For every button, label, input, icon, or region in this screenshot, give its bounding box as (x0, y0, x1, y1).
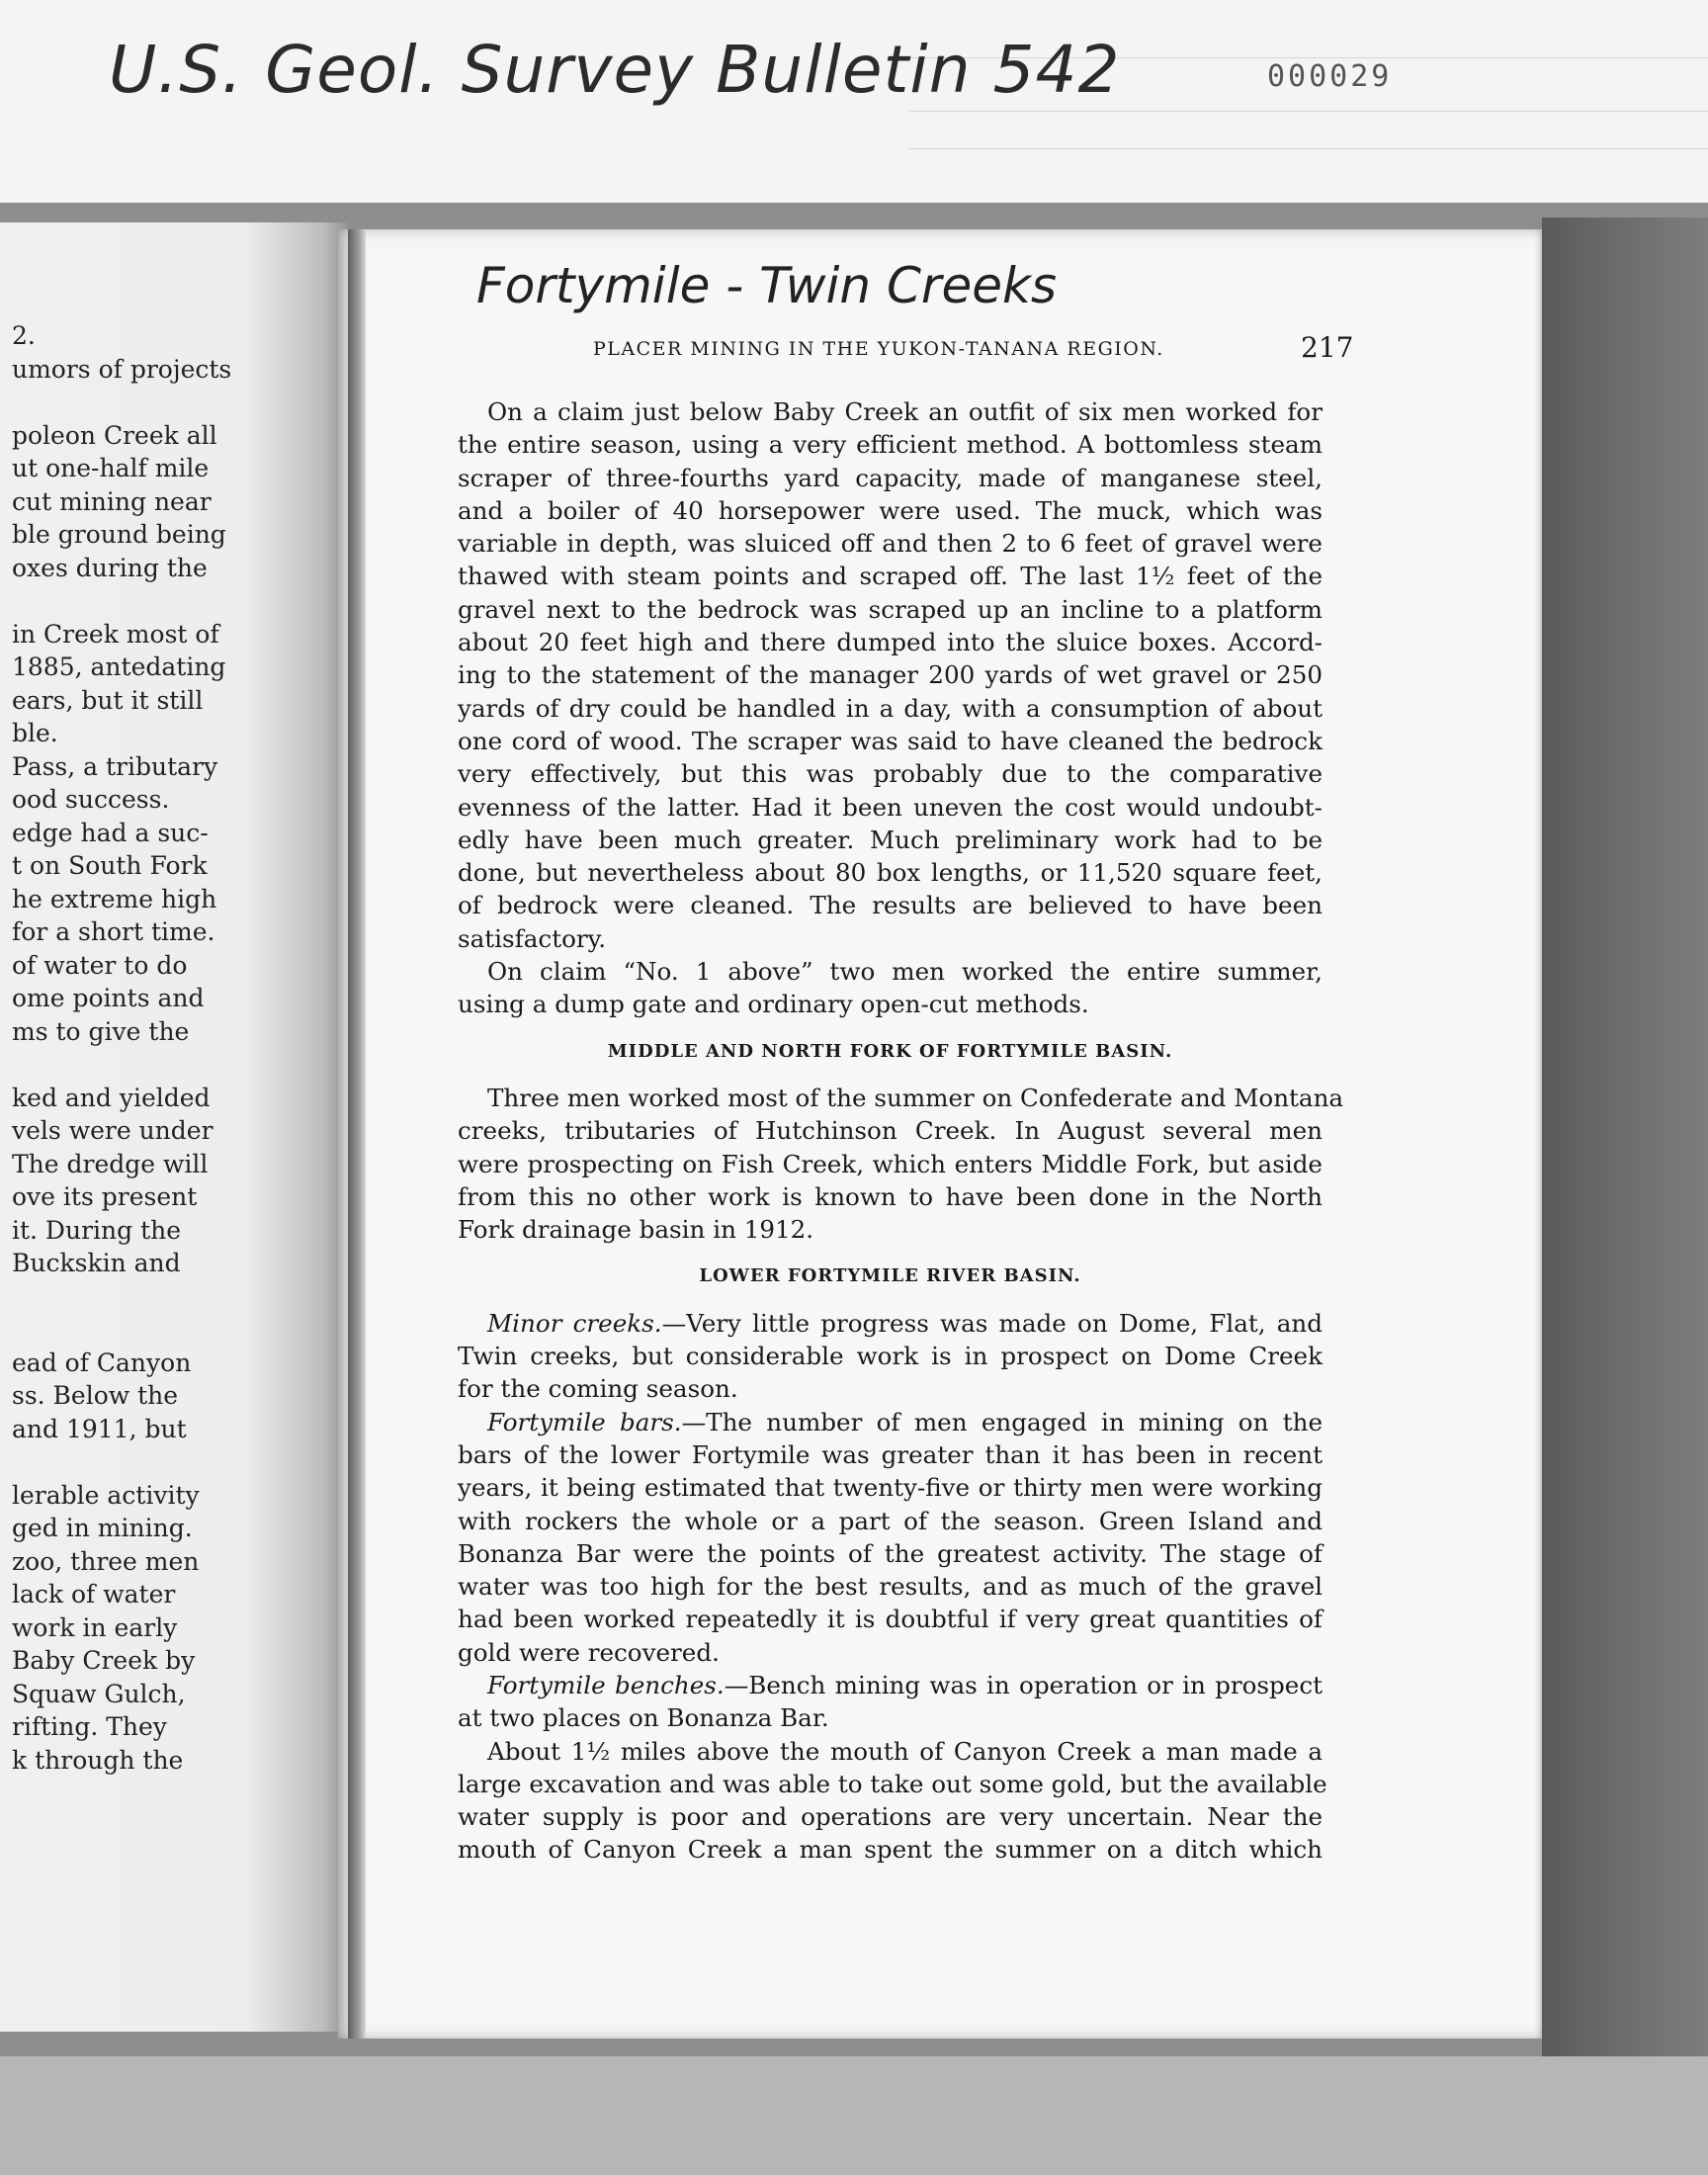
line-text: years, it being estimated that twenty-five or thirty men were working (458, 1473, 1323, 1503)
text-line (458, 1372, 1323, 1405)
line-text: gold were recovered. (458, 1637, 720, 1667)
line-text: done, but nevertheless about 80 box lengths, or 11,520 square feet, (458, 858, 1323, 888)
left-page-line: k through the (12, 1745, 184, 1775)
line-text: LOWER FORTYMILE RIVER BASIN. (699, 1265, 1081, 1287)
line-text: and a boiler of 40 horsepower were used. The muck, which was (458, 495, 1323, 525)
left-page-line: ble ground being (12, 520, 226, 549)
line-text: large excavation and was able to take out some gold, but the available (458, 1769, 1327, 1798)
text-line (458, 1669, 1323, 1701)
line-text: satisfactory. (458, 923, 607, 953)
line-text: creeks, tributaries of Hutchinson Creek. In August several men (458, 1116, 1323, 1146)
left-page-line: oxes during the (12, 553, 208, 582)
run-in-heading: Minor creeks.— (487, 1308, 687, 1338)
line-text: with rockers the whole or a part of the season. Green Island and (458, 1506, 1323, 1535)
body-text (458, 395, 1344, 1867)
line-text: Twin creeks, but considerable work is in prospect on Dome Creek (458, 1342, 1323, 1371)
text-line (458, 494, 1323, 527)
line-text: were prospecting on Fish Creek, which enters Middle Fork, but aside (458, 1149, 1323, 1178)
text-line (458, 1340, 1323, 1372)
text-line (458, 757, 1323, 790)
text-line (458, 988, 1323, 1020)
text-line (458, 428, 1323, 461)
text-line (458, 1735, 1323, 1768)
text-line (458, 1537, 1323, 1570)
left-page-line: The dredge will (12, 1149, 209, 1178)
text-line (458, 1438, 1323, 1471)
line-text: at two places on Bonanza Bar. (458, 1703, 829, 1733)
text-line (458, 1800, 1323, 1833)
left-page-line: ears, but it still (12, 685, 204, 715)
text-line (458, 1636, 1323, 1669)
text-line (458, 560, 1323, 592)
line-text: On claim “No. 1 above” two men worked the entire summer, (487, 957, 1323, 987)
line-text: Bench mining was in operation or in prospect (748, 1670, 1323, 1699)
text-line (458, 1082, 1344, 1114)
left-page-line: ked and yielded (12, 1083, 211, 1112)
line-text: for the coming season. (458, 1374, 738, 1404)
left-page-line: ut one-half mile (12, 454, 210, 482)
left-page-line: rifting. They (12, 1712, 167, 1741)
line-text: yards of dry could be handled in a day, with a consumption of about (458, 693, 1323, 723)
left-page-line: for a short time. (12, 917, 215, 946)
line-text: the entire season, using a very efficient method. A bottomless steam (458, 430, 1323, 460)
line-text: scraper of three-fourths yard capacity, made of manganese steel, (458, 463, 1323, 492)
handwritten-subtitle: Fortymile - Twin Creeks (476, 257, 1058, 314)
line-text: of bedrock were cleaned. The results are believed to have been (458, 891, 1323, 920)
text-line (458, 856, 1323, 889)
text-line (458, 1768, 1327, 1800)
text-line (458, 1505, 1323, 1537)
section-heading (458, 1260, 1323, 1292)
run-in-heading: Fortymile bars.— (487, 1407, 707, 1436)
text-line (458, 824, 1323, 856)
line-text: variable in depth, was sluiced off and then 2 to 6 feet of gravel were (458, 529, 1323, 559)
text-line (458, 1833, 1323, 1866)
text-line (458, 1701, 1323, 1734)
scan-top-margin (0, 0, 1708, 203)
line-text: mouth of Canyon Creek a man spent the summer on a ditch which (458, 1835, 1323, 1865)
page-number: 217 (1301, 331, 1354, 364)
text-line (458, 1603, 1323, 1635)
line-text: about 20 feet high and there dumped into the sluice boxes. Accord- (458, 628, 1323, 657)
scan-bottom-margin (0, 2056, 1708, 2175)
line-text: bars of the lower Fortymile was greater than it has been in recent (458, 1439, 1323, 1469)
line-text: Three men worked most of the summer on Confederate and Montana (487, 1083, 1344, 1112)
line-text: MIDDLE AND NORTH FORK OF FORTYMILE BASIN. (607, 1040, 1173, 1062)
left-page-line: and 1911, but (12, 1414, 187, 1443)
run-in-heading: Fortymile benches.— (487, 1670, 749, 1699)
left-page (0, 222, 351, 2032)
text-line (458, 791, 1323, 824)
left-page-line: lerable activity (12, 1480, 200, 1510)
text-line (458, 527, 1323, 560)
left-page-line: vels were under (12, 1116, 214, 1145)
section-heading (458, 1035, 1323, 1068)
line-text: thawed with steam points and scraped off. The last 1½ feet of the (458, 562, 1323, 591)
left-page-line: 2. (12, 321, 36, 350)
text-line (458, 1148, 1323, 1180)
text-line (458, 1406, 1323, 1438)
left-page-line: ged in mining. (12, 1514, 193, 1542)
line-text: evenness of the latter. Had it been uneven the cost would undoubt- (458, 792, 1323, 822)
left-page-line: in Creek most of (12, 619, 219, 649)
left-page-line: ble. (12, 719, 58, 747)
line-text: had been worked repeatedly it is doubtful if very great quantities of (458, 1605, 1323, 1634)
left-page-line: he extreme high (12, 884, 217, 914)
line-text: water supply is poor and operations are very uncertain. Near the (458, 1802, 1323, 1832)
left-page-line: 1885, antedating (12, 652, 226, 681)
ruled-line (909, 111, 1708, 112)
line-text: Fork drainage basin in 1912. (458, 1215, 814, 1245)
left-page-line: it. During the (12, 1215, 182, 1245)
line-text: very effectively, but this was probably due to the comparative (458, 759, 1323, 789)
left-page-line: zoo, three men (12, 1546, 200, 1576)
text-line (458, 1114, 1323, 1147)
line-text: ing to the statement of the manager 200 yards of wet gravel or 250 (458, 660, 1323, 690)
left-page-line: Baby Creek by (12, 1646, 196, 1675)
text-line (458, 955, 1323, 988)
line-text: one cord of wood. The scraper was said to have cleaned the bedrock (458, 726, 1323, 755)
left-page-line: umors of projects (12, 354, 232, 384)
text-line (458, 1307, 1323, 1340)
line-text: gravel next to the bedrock was scraped up an incline to a platform (458, 594, 1323, 624)
running-head: PLACER MINING IN THE YUKON-TANANA REGION. (593, 338, 1164, 360)
text-line (458, 462, 1323, 494)
text-line (458, 1471, 1323, 1504)
ruled-line (909, 148, 1708, 149)
left-page-line: Squaw Gulch, (12, 1679, 186, 1708)
text-line (458, 1570, 1323, 1603)
left-page-line: ead of Canyon (12, 1348, 192, 1377)
text-line (458, 658, 1323, 691)
line-text: About 1½ miles above the mouth of Canyon Creek a man made a (487, 1736, 1323, 1766)
left-page-line: edge had a suc- (12, 818, 209, 847)
left-page-line: ood success. (12, 785, 170, 814)
text-line (458, 1180, 1323, 1213)
line-text: from this no other work is known to have been done in the North (458, 1181, 1323, 1211)
stamp-number: 000029 (1267, 59, 1393, 94)
left-page-line: ove its present (12, 1182, 198, 1211)
text-line (458, 725, 1323, 757)
left-page-line: work in early (12, 1612, 178, 1642)
text-line (458, 395, 1323, 428)
text-line (458, 1213, 1323, 1246)
line-text: Very little progress was made on Dome, Flat, and (686, 1308, 1323, 1338)
left-page-line: t on South Fork (12, 851, 208, 880)
left-page-line: ms to give the (12, 1016, 190, 1046)
left-page-line: ome points and (12, 984, 205, 1012)
book-binding (348, 229, 366, 2039)
line-text: On a claim just below Baby Creek an outfit of six men worked for (487, 397, 1323, 426)
text-line (458, 626, 1323, 658)
left-page-line: ss. Below the (12, 1381, 179, 1410)
backdrop-shadow (1542, 218, 1708, 2096)
text-line (458, 593, 1323, 626)
left-page-line: Buckskin and (12, 1249, 181, 1277)
book-page (338, 229, 1542, 2039)
line-text: water was too high for the best results, and as much of the gravel (458, 1572, 1323, 1602)
line-text: edly have been much greater. Much preliminary work had to be (458, 825, 1323, 854)
handwritten-title: U.S. Geol. Survey Bulletin 542 (109, 32, 1121, 108)
text-line (458, 889, 1323, 921)
left-page-line: Pass, a tributary (12, 751, 218, 781)
left-page-line: lack of water (12, 1580, 176, 1609)
line-text: using a dump gate and ordinary open-cut methods. (458, 990, 1089, 1019)
text-line (458, 922, 1323, 955)
text-line (458, 692, 1323, 725)
line-text: The number of men engaged in mining on the (706, 1407, 1323, 1436)
left-page-line: cut mining near (12, 486, 212, 516)
left-page-line: poleon Creek all (12, 420, 217, 450)
line-text: Bonanza Bar were the points of the greatest activity. The stage of (458, 1538, 1323, 1568)
left-page-line: of water to do (12, 950, 188, 980)
